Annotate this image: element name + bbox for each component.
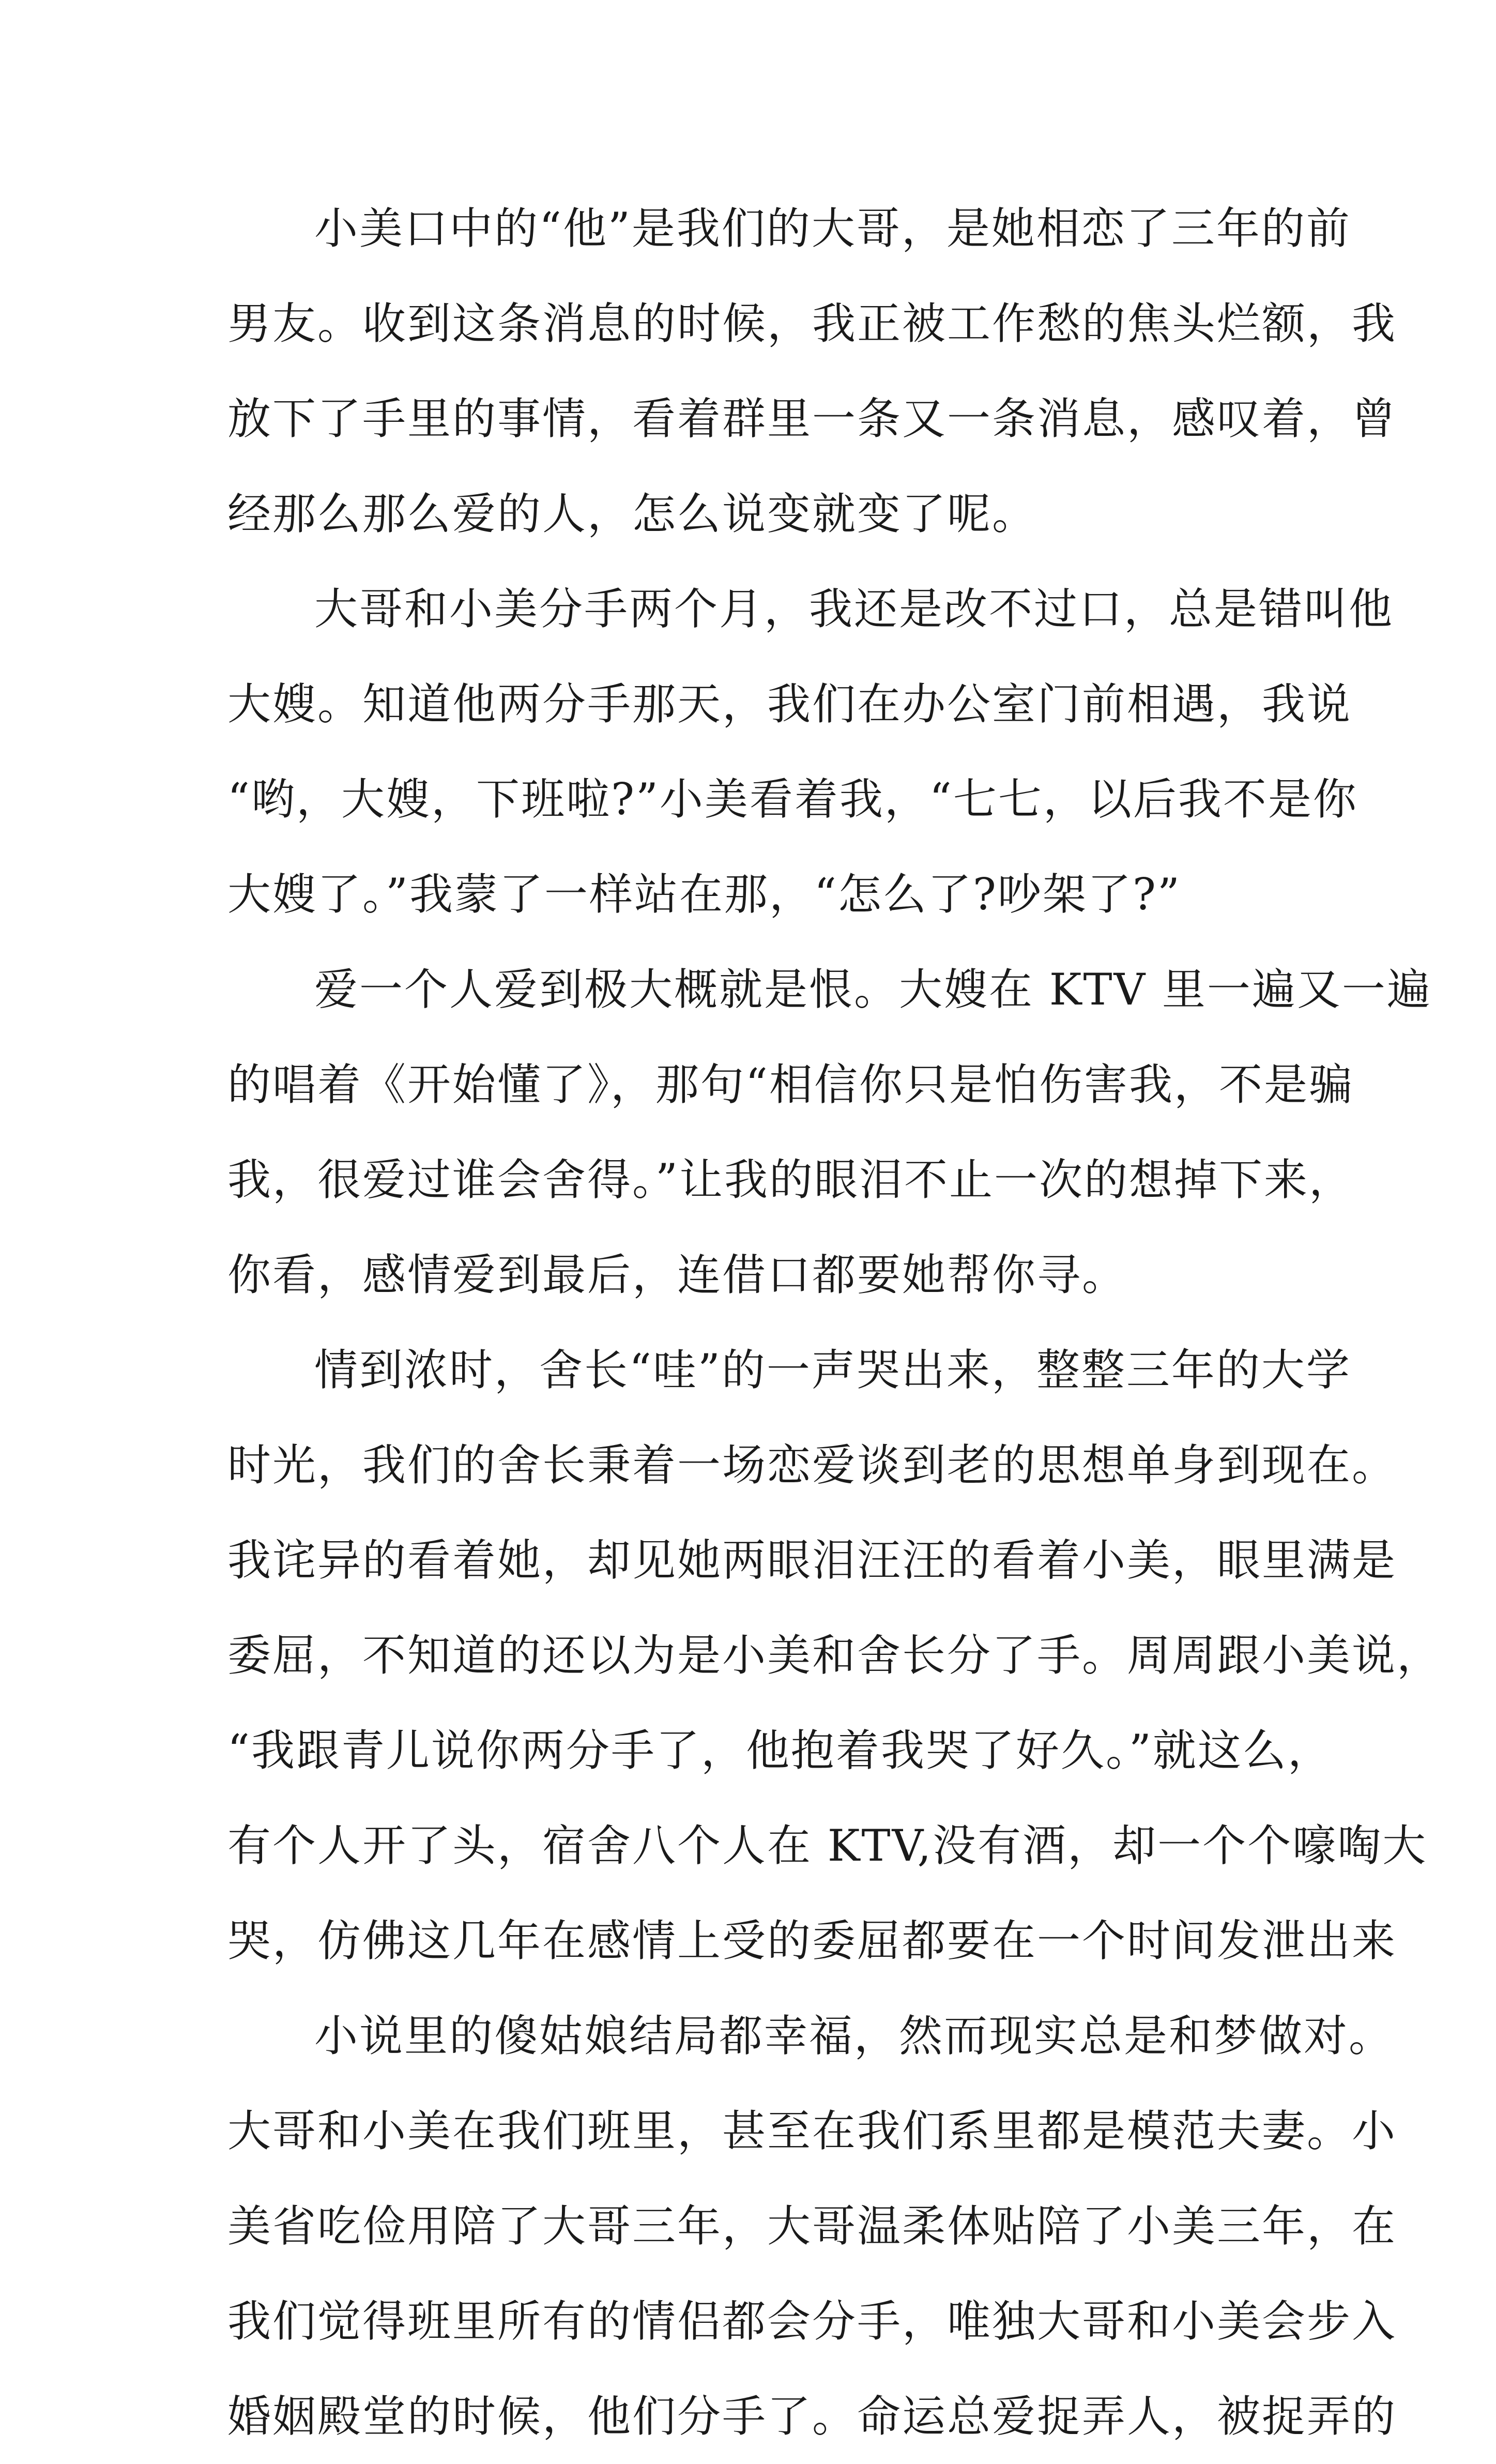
text-line: “我跟青儿说你两分手了，他抱着我哭了好久。”就这么， — [227, 1725, 1333, 1776]
text-line: “哟，大嫂，下班啦?”小美看着我，“七七，以后我不是你 — [227, 774, 1358, 825]
text-line: 情到浓时，舍长“哇”的一声哭出来，整整三年的大学 — [314, 1345, 1351, 1395]
text-line: 小美口中的“他”是我们的大哥，是她相恋了三年的前 — [314, 203, 1351, 254]
text-line: 我们觉得班里所有的情侣都会分手，唯独大哥和小美会步入 — [227, 2296, 1397, 2347]
text-line: 放下了手里的事情，看着群里一条又一条消息，感叹着，曾 — [227, 393, 1397, 444]
text-line: 的唱着《开始懂了》，那句“相信你只是怕伤害我，不是骗 — [227, 1059, 1354, 1110]
text-line: 美省吃俭用陪了大哥三年，大哥温柔体贴陪了小美三年，在 — [227, 2201, 1397, 2252]
text-line: 大嫂。知道他两分手那天，我们在办公室门前相遇，我说 — [227, 679, 1352, 729]
text-line: 经那么那么爱的人，怎么说变就变了呢。 — [227, 489, 1037, 539]
body-text — [227, 181, 1442, 2464]
text-line: 爱一个人爱到极大概就是恨。大嫂在 KTV 里一遍又一遍 — [314, 964, 1432, 1015]
text-line: 大哥和小美在我们班里，甚至在我们系里都是模范夫妻。小 — [227, 2106, 1397, 2156]
text-line: 我，很爱过谁会舍得。”让我的眼泪不止一次的想掉下来， — [227, 1154, 1354, 1205]
text-line: 我诧异的看着她，却见她两眼泪汪汪的看着小美，眼里满是 — [227, 1535, 1397, 1586]
text-line: 时光，我们的舍长秉着一场恋爱谈到老的思想单身到现在。 — [227, 1440, 1397, 1490]
text-line: 男友。收到这条消息的时候，我正被工作愁的焦头烂额，我 — [227, 298, 1397, 349]
text-line: 大哥和小美分手两个月，我还是改不过口，总是错叫他 — [314, 584, 1394, 634]
text-line: 小说里的傻姑娘结局都幸福，然而现实总是和梦做对。 — [314, 2011, 1394, 2061]
text-line: 婚姻殿堂的时候，他们分手了。命运总爱捉弄人，被捉弄的 — [227, 2391, 1397, 2442]
text-line: 有个人开了头，宿舍八个人在 KTV,没有酒，却一个个嚎啕大 — [227, 1820, 1428, 1871]
text-line: 大嫂了。”我蒙了一样站在那，“怎么了?吵架了?” — [227, 869, 1181, 920]
text-line: 哭，仿佛这几年在感情上受的委屈都要在一个时间发泄出来 — [227, 1915, 1397, 1966]
text-line: 委屈，不知道的还以为是小美和舍长分了手。周周跟小美说， — [227, 1630, 1442, 1681]
text-line: 你看，感情爱到最后，连借口都要她帮你寻。 — [227, 1250, 1127, 1300]
